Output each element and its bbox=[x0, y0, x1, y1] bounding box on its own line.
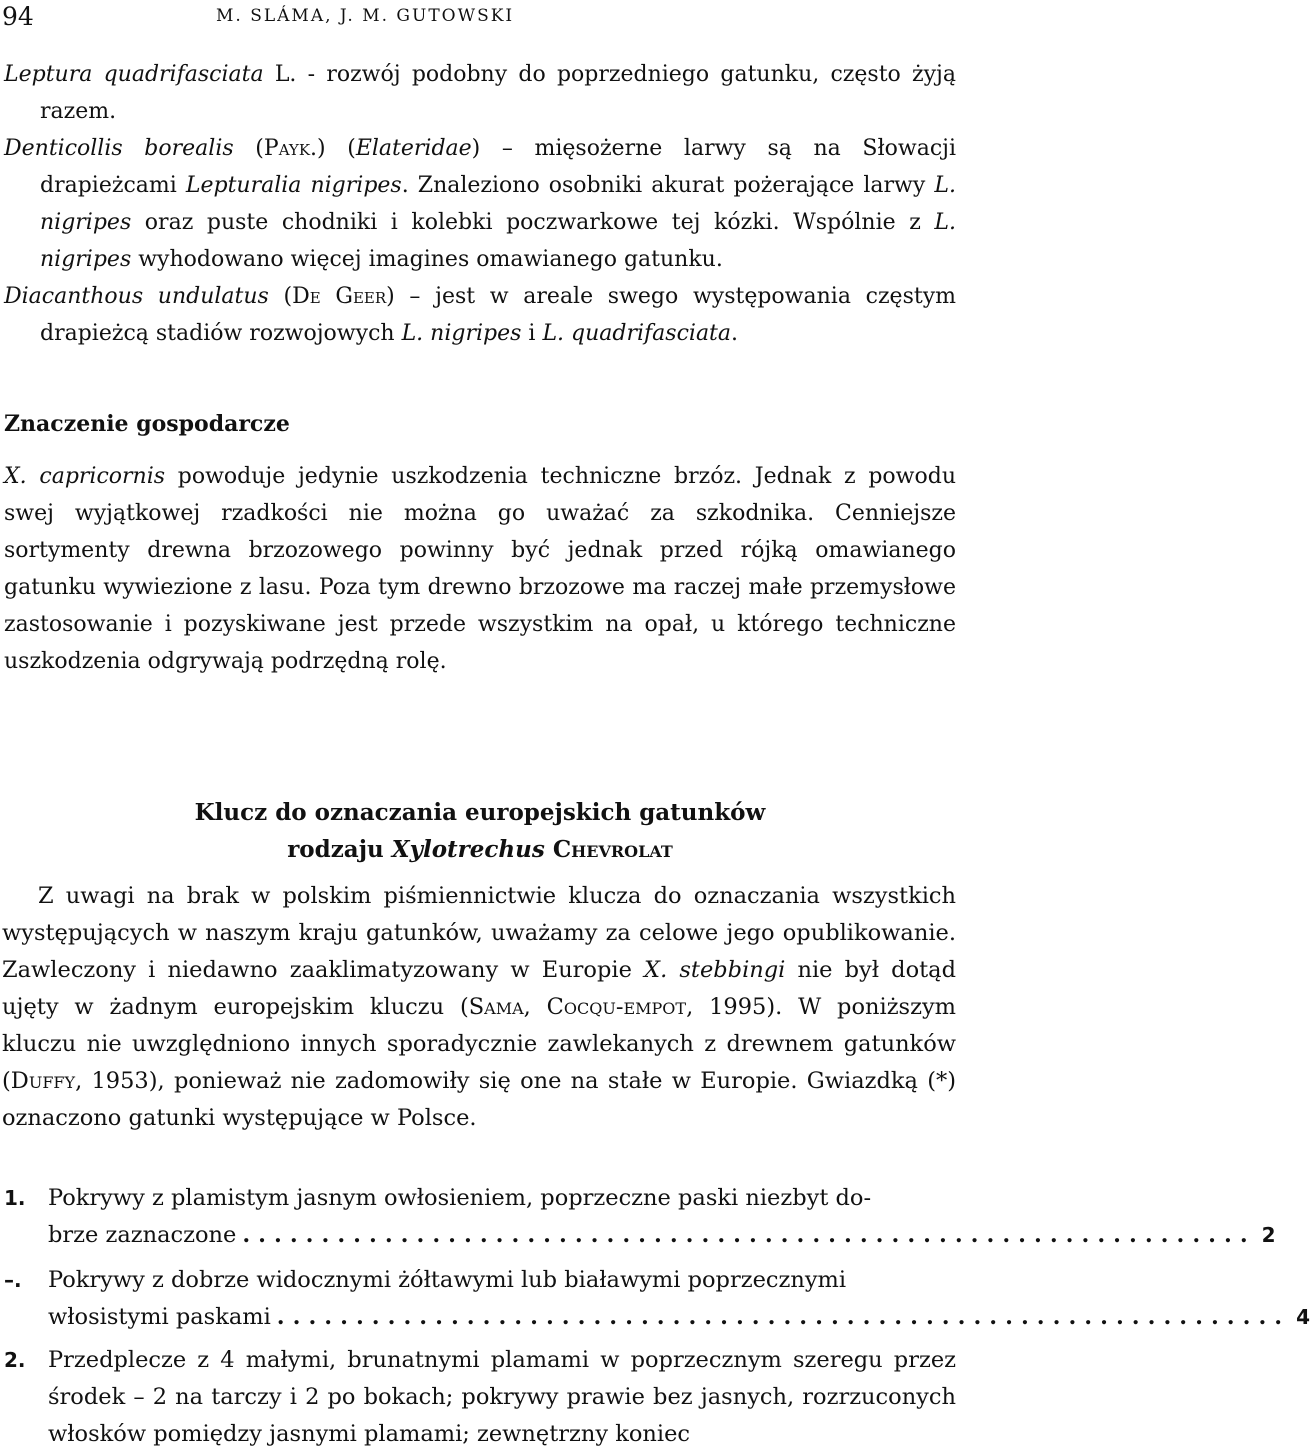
species-name: Diacanthous undulatus bbox=[4, 284, 269, 309]
couplet-number: –. bbox=[4, 1268, 22, 1292]
species-name: Lepturalia nigripes bbox=[185, 173, 402, 198]
author-name: ama bbox=[484, 994, 524, 1020]
key-intro-paragraph: Z uwagi na brak w polskim piśmiennictwie klucza do oznaczania wszystkich występujących w naszym kraju gatunków, uważamy za celowe jego opublikowanie. Zawleczony i niedawno zaaklimatyzowany w Europie X. stebbingi nie był dotąd ujęty w żadnym europejskim kluczu (Sama, Cocqu-empot, 1995). W poniższym kluczu nie uwzględniono innych sporadycznie zawlekanych z drewnem gatunków (Duffy, 1953), ponieważ nie zadomowiły się one na stałe w Europie. Gwiazdką (*) oznaczono gatunki występujące w Polsce. bbox=[2, 883, 956, 1131]
page-header bbox=[2, 2, 952, 36]
couplet-number: 2. bbox=[4, 1348, 26, 1372]
family-name: Elateridae bbox=[355, 136, 472, 161]
author-name: hevrolat bbox=[571, 836, 673, 863]
paragraph-denticollis: Denticollis borealis (Payk.) (Elateridae) – mięsożerne larwy są na Słowacji drapieżcami Lepturalia nigripes. Znaleziono osobniki akurat pożerające larwy L. nigripes oraz puste chodniki i kolebki poczwarkowe tej kózki. Wspólnie z L. nigripes wyhodowano więcej imagines omawianego gatunku. bbox=[4, 136, 956, 272]
genus-name: Xylotrechus bbox=[391, 836, 545, 863]
author-name: uffy bbox=[28, 1068, 76, 1094]
species-name: L. quadrifasciata bbox=[542, 321, 732, 346]
couplet-number: 1. bbox=[4, 1186, 26, 1210]
dot-leaders: ................................................................ bbox=[242, 1222, 1256, 1248]
author-name: e bbox=[309, 284, 321, 309]
key-couplet-2 bbox=[4, 1342, 956, 1453]
key-title bbox=[0, 794, 960, 868]
species-name: X. capricornis bbox=[4, 464, 166, 489]
couplet-text: Przedplecze z 4 małymi, brunatnymi plamami w poprzecznym szeregu przez środek – 2 na tarczy i 2 po bokach; pokrywy prawie bez jasnych, rozrzuconych włosków pomiędzy jasnymi plamami; zewnętrzny koniec bbox=[48, 1347, 956, 1447]
couplet-last-line: brze zaznaczone bbox=[48, 1222, 237, 1248]
running-head: M. SLÁMA, J. M. GUTOWSKI bbox=[216, 6, 515, 26]
key-couplet-1b bbox=[4, 1262, 1310, 1336]
paragraph-leptura: Leptura quadrifasciata L. - rozwój podobny do poprzedniego gatunku, często żyją razem. bbox=[4, 62, 956, 124]
species-name: L. nigripes bbox=[401, 321, 522, 346]
couplet-lead-line bbox=[48, 1299, 1310, 1336]
key-couplet-1 bbox=[4, 1180, 1276, 1254]
species-name: Denticollis borealis bbox=[4, 136, 234, 161]
page-number: 94 bbox=[2, 2, 34, 31]
author-name: ayk bbox=[278, 136, 311, 161]
couplet-target: 2 bbox=[1261, 1223, 1276, 1247]
species-name: L. nigripes bbox=[40, 173, 956, 235]
species-name: Leptura quadrifasciata bbox=[4, 62, 264, 87]
biology-section bbox=[4, 56, 956, 352]
key-title-line-2: rodzaju Xylotrechus Chevrolat bbox=[287, 836, 673, 863]
couplet-text: Pokrywy z dobrze widocznymi żółtawymi lub białawymi poprzecznymi bbox=[48, 1267, 847, 1293]
couplet-last-line: włosistymi paskami bbox=[48, 1304, 271, 1330]
couplet-lead-line bbox=[48, 1217, 1276, 1254]
section-heading-economic: Znaczenie gospodarcze bbox=[4, 411, 290, 437]
author-name: ocqu-empot bbox=[563, 994, 687, 1020]
couplet-text: Pokrywy z plamistym jasnym owłosieniem, poprzeczne paski niezbyt do- bbox=[48, 1185, 872, 1211]
author-name: eer bbox=[352, 284, 387, 309]
paragraph-diacanthous: Diacanthous undulatus (De Geer) – jest w areale swego występowania częstym drapieżcą stadiów rozwojowych L. nigripes i L. quadrifasciata. bbox=[4, 284, 956, 346]
dot-leaders: ................................................................ bbox=[276, 1304, 1291, 1330]
key-title-line-1: Klucz do oznaczania europejskich gatunków bbox=[194, 799, 766, 826]
paragraph-economic: X. capricornis powoduje jedynie uszkodzenia techniczne brzóz. Jednak z powodu swej wyjątkowej rzadkości nie można go uważać za szkodnika. Cenniejsze sortymenty drewna brzozowego powinny być jednak przed rójką omawianego gatunku wywiezione z lasu. Poza tym drewno brzozowe ma raczej małe przemysłowe zastosowanie i pozyskiwane jest przede wszystkim na opał, u którego techniczne uszkodzenia odgrywają podrzędną rolę. bbox=[4, 464, 956, 674]
species-name: X. stebbingi bbox=[644, 957, 786, 983]
couplet-target: 4 bbox=[1296, 1305, 1310, 1329]
species-name: L. nigripes bbox=[40, 210, 956, 272]
